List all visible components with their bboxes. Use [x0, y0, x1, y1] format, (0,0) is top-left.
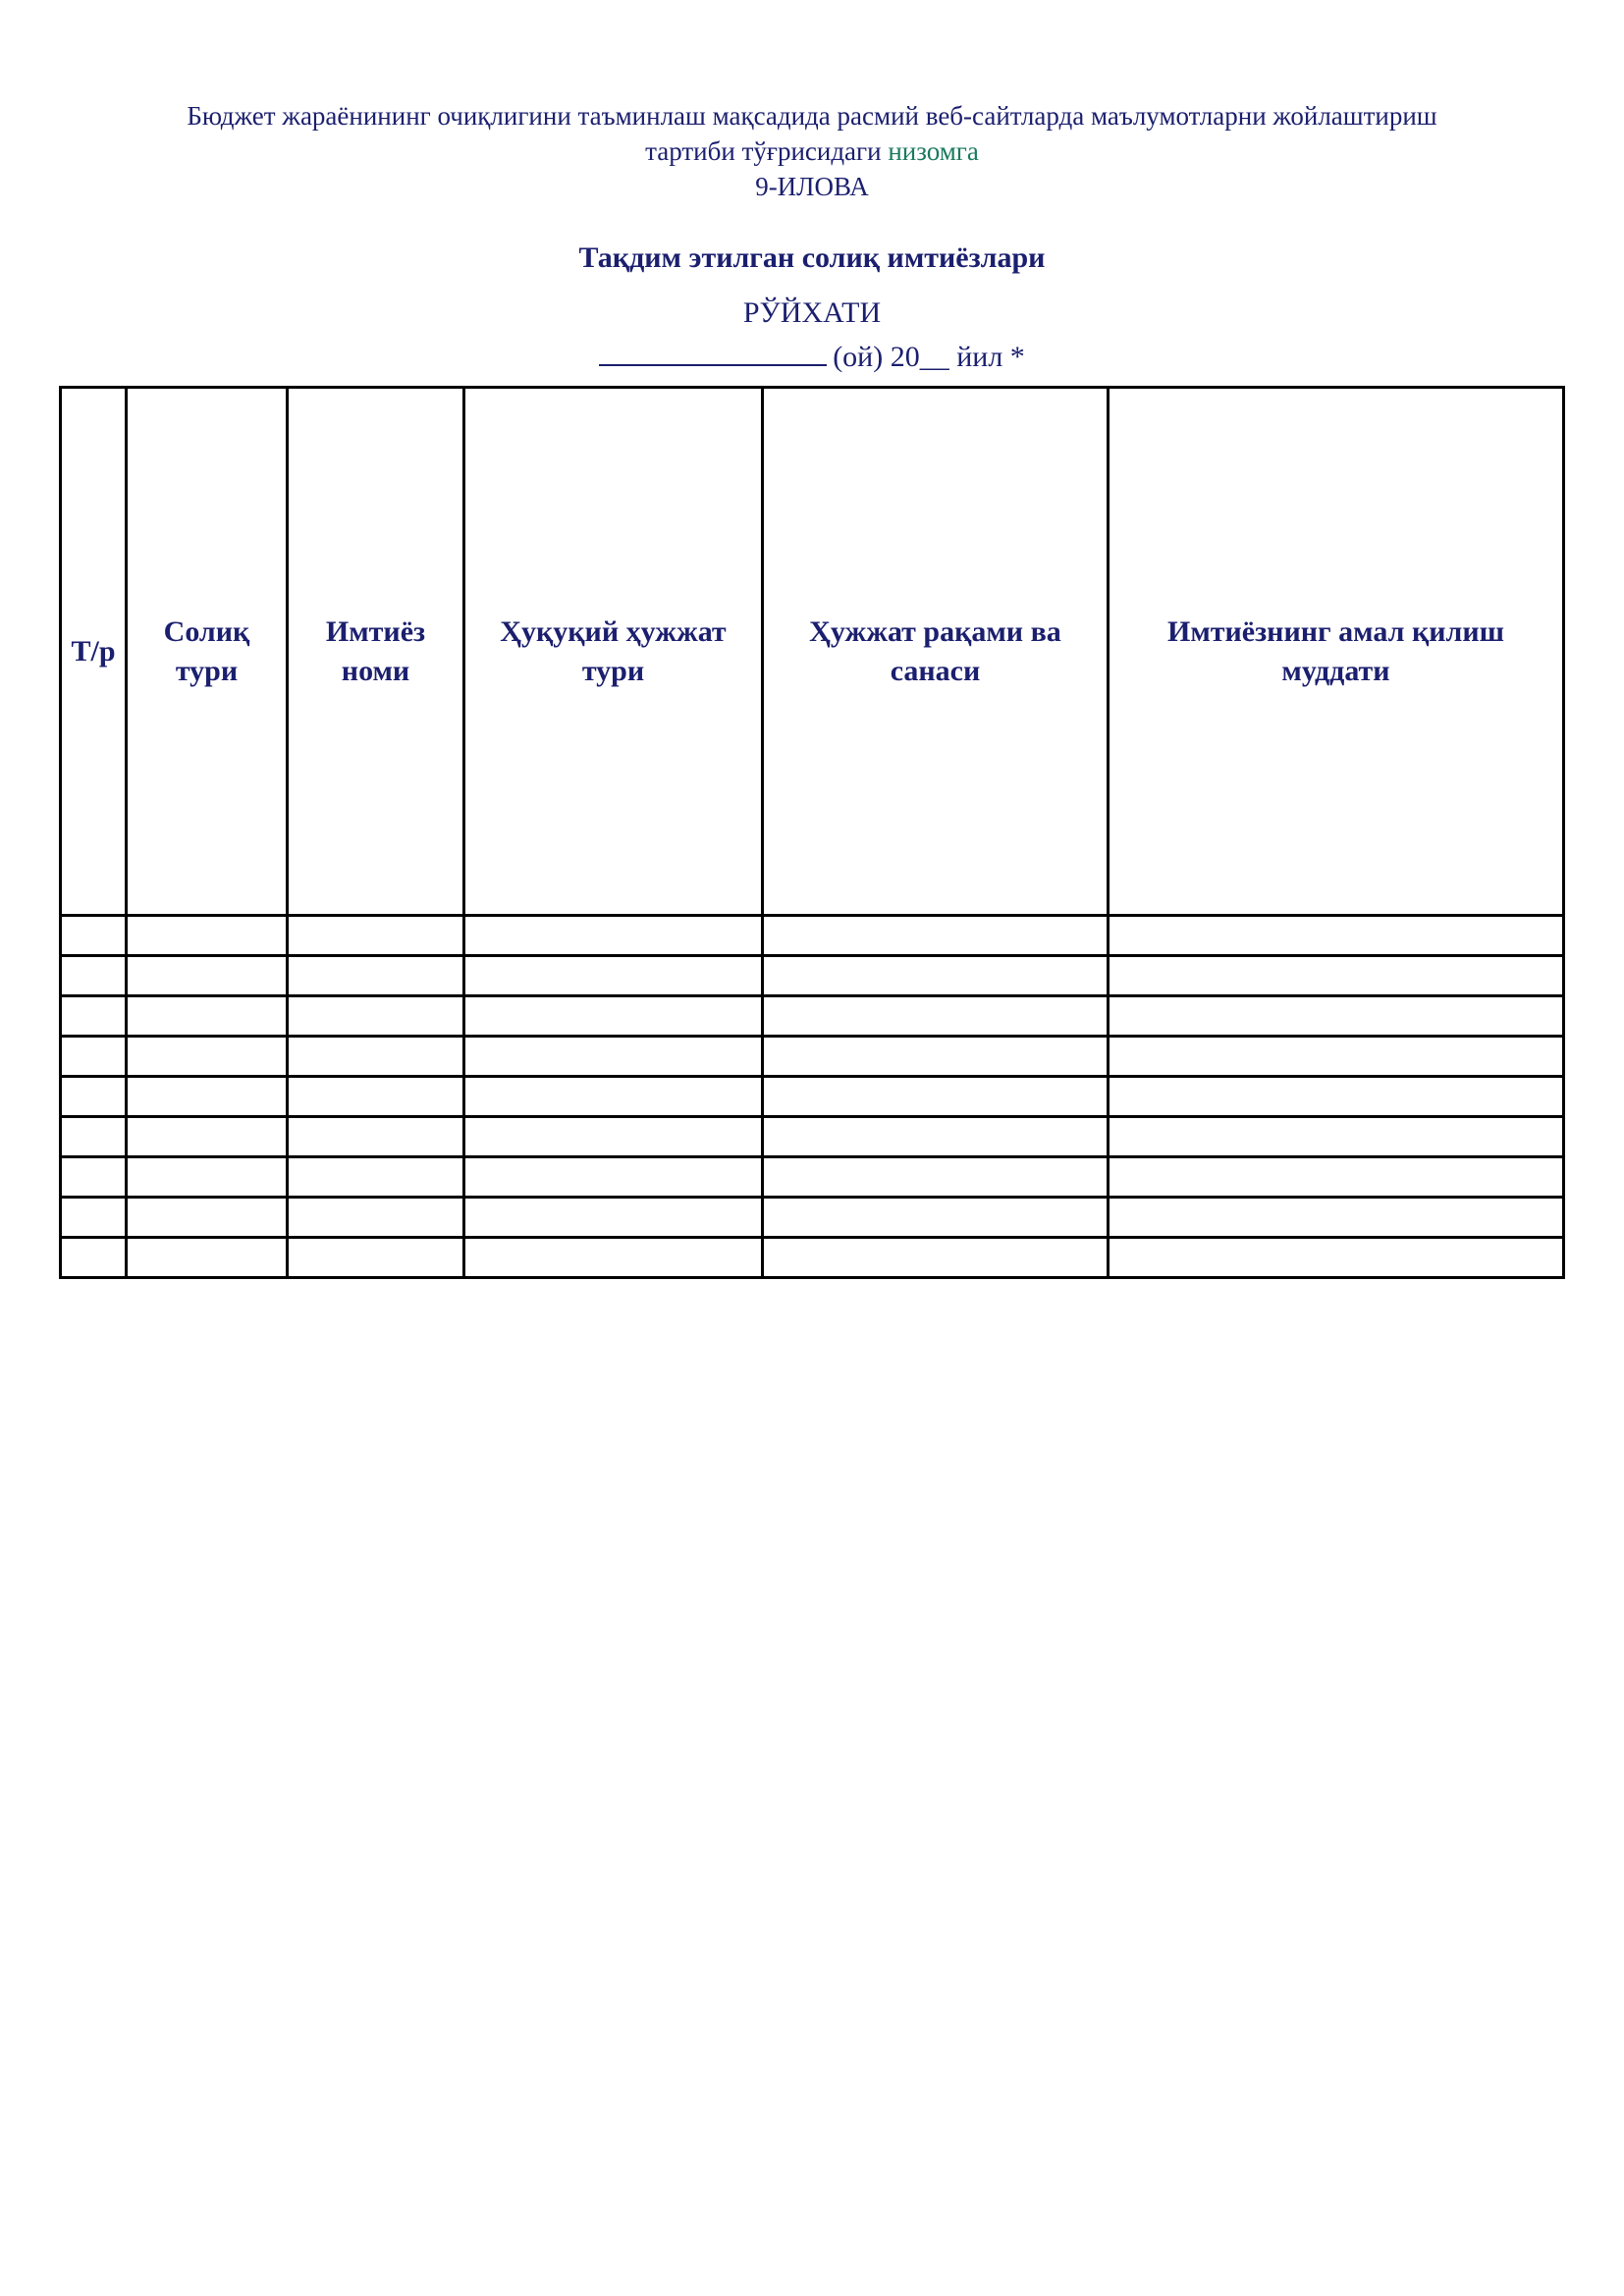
table-cell — [1109, 1037, 1564, 1077]
table-cell — [763, 1077, 1109, 1117]
column-header-number: Т/р — [61, 388, 127, 916]
regulation-link[interactable]: низомга — [888, 136, 979, 166]
table-cell — [763, 996, 1109, 1037]
table-cell — [288, 916, 464, 956]
table-row — [61, 916, 1564, 956]
table-cell — [61, 1037, 127, 1077]
table-cell — [127, 1077, 288, 1117]
table-cell — [1109, 1238, 1564, 1278]
table-cell — [763, 1037, 1109, 1077]
table-cell — [464, 1037, 763, 1077]
table-cell — [464, 916, 763, 956]
document-subtitle: РЎЙХАТИ — [742, 296, 882, 329]
table-cell — [464, 956, 763, 996]
table-cell — [61, 996, 127, 1037]
table-cell — [61, 1198, 127, 1238]
table-cell — [288, 1037, 464, 1077]
table-cell — [288, 1198, 464, 1238]
table-cell — [763, 1117, 1109, 1157]
column-header-doc-number-date: Ҳужжат рақами ва санаси — [763, 388, 1109, 916]
table-row — [61, 1238, 1564, 1278]
table-cell — [1109, 916, 1564, 956]
table-row — [61, 996, 1564, 1037]
table-cell — [127, 1238, 288, 1278]
table-cell — [127, 1117, 288, 1157]
table-cell — [61, 1117, 127, 1157]
table-cell — [288, 996, 464, 1037]
table-cell — [288, 1077, 464, 1117]
table-cell — [464, 1077, 763, 1117]
table-row — [61, 1117, 1564, 1157]
table-cell — [464, 996, 763, 1037]
table-cell — [127, 1157, 288, 1198]
table-cell — [61, 1238, 127, 1278]
tax-benefits-table — [59, 386, 1565, 1279]
table-cell — [127, 1037, 288, 1077]
appendix-number: 9-ИЛОВА — [755, 172, 869, 201]
table-cell — [127, 916, 288, 956]
month-blank-field — [599, 335, 827, 366]
period-line — [0, 335, 1624, 374]
document-title: Тақдим этилган солиқ имтиёзлари — [578, 241, 1046, 274]
table-cell — [1109, 956, 1564, 996]
column-header-validity-period: Имтиёзнинг амал қилиш муддати — [1109, 388, 1564, 916]
period-text: (ой) 20__ йил * — [833, 341, 1025, 373]
column-header-legal-doc-type: Ҳуқуқий ҳужжат тури — [464, 388, 763, 916]
table-cell — [1109, 1157, 1564, 1198]
table-row — [61, 1077, 1564, 1117]
table-cell — [763, 956, 1109, 996]
table-cell — [127, 956, 288, 996]
document-header — [0, 98, 1624, 204]
column-header-tax-type: Солиқ тури — [127, 388, 288, 916]
table-cell — [464, 1117, 763, 1157]
table-cell — [61, 1157, 127, 1198]
table-cell — [763, 1157, 1109, 1198]
table-row — [61, 1198, 1564, 1238]
table-cell — [288, 1117, 464, 1157]
table-cell — [763, 916, 1109, 956]
table-cell — [127, 996, 288, 1037]
table-cell — [1109, 1117, 1564, 1157]
header-line-2 — [0, 133, 1624, 169]
table-cell — [288, 956, 464, 996]
table-cell — [61, 956, 127, 996]
table-cell — [464, 1157, 763, 1198]
table-cell — [763, 1238, 1109, 1278]
column-header-benefit-name: Имтиёз номи — [288, 388, 464, 916]
table-cell — [464, 1238, 763, 1278]
table-cell — [763, 1198, 1109, 1238]
header-line-1: Бюджет жараёнининг очиқлигини таъминлаш мақсадида расмий веб-сайтларда маълумотларни жойлаштириш — [187, 101, 1437, 131]
table-cell — [127, 1198, 288, 1238]
table-cell — [1109, 1077, 1564, 1117]
header-line-2-text: тартиби тўғрисидаги — [645, 136, 882, 166]
table-cell — [1109, 996, 1564, 1037]
table-row — [61, 1157, 1564, 1198]
table-cell — [288, 1238, 464, 1278]
table-cell — [464, 1198, 763, 1238]
table-header-row — [61, 388, 1564, 916]
table-row — [61, 956, 1564, 996]
table-cell — [61, 916, 127, 956]
table-row — [61, 1037, 1564, 1077]
table-cell — [61, 1077, 127, 1117]
table-cell — [1109, 1198, 1564, 1238]
table-cell — [288, 1157, 464, 1198]
